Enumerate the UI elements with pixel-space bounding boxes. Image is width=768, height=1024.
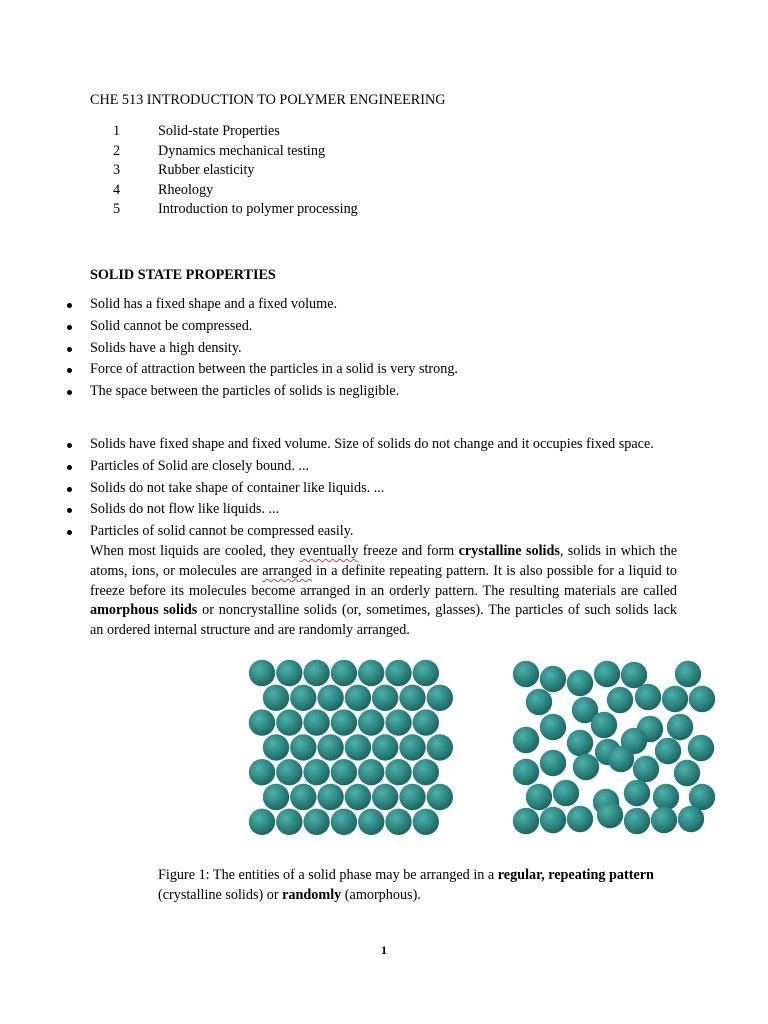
- amorphous-particle: [573, 754, 599, 780]
- crystal-particle: [358, 759, 384, 785]
- crystal-particle: [358, 709, 384, 735]
- crystal-particle: [317, 784, 343, 810]
- bold-term: amorphous solids: [90, 602, 198, 619]
- crystal-particle: [303, 759, 329, 785]
- crystal-particle: [263, 784, 289, 810]
- outline-text: Introduction to polymer processing: [158, 201, 358, 217]
- caption-bold: randomly: [282, 886, 342, 903]
- amorphous-particle: [513, 808, 539, 834]
- amorphous-particle: [513, 661, 539, 687]
- bullet-text: Force of attraction between the particles in a solid is very strong.: [90, 361, 458, 378]
- outline-text: Dynamics mechanical testing: [158, 142, 326, 159]
- paragraph-text: freeze and form: [358, 543, 459, 559]
- bullet-icon: [67, 368, 72, 373]
- amorphous-particle: [540, 750, 566, 776]
- amorphous-particle: [608, 746, 634, 772]
- spellcheck-word: arranged: [262, 562, 312, 579]
- bullet-text: Particles of Solid are closely bound. ...: [90, 457, 310, 474]
- amorphous-particle: [526, 689, 552, 715]
- bullet-text: Solids do not take shape of container like liquids. ...: [90, 479, 385, 496]
- crystal-particle: [427, 685, 453, 711]
- crystal-particle: [303, 809, 329, 835]
- crystal-particle: [249, 709, 275, 735]
- outline-number: 4: [113, 181, 121, 198]
- crystal-particle: [303, 660, 329, 686]
- bullet-list-properties: [0, 294, 458, 403]
- amorphous-particle: [526, 784, 552, 810]
- amorphous-particle: [633, 756, 659, 782]
- crystal-particle: [331, 660, 357, 686]
- outline-text: Rubber elasticity: [158, 162, 255, 178]
- crystal-particle: [399, 685, 425, 711]
- amorphous-particle: [540, 714, 566, 740]
- page-number: 1: [381, 943, 387, 957]
- crystal-particle: [385, 809, 411, 835]
- amorphous-particle: [540, 666, 566, 692]
- bullet-list-characteristics: [0, 434, 654, 543]
- bullet-text: Particles of solid cannot be compressed easily.: [90, 523, 354, 540]
- crystal-particle: [290, 784, 316, 810]
- amorphous-particle: [513, 727, 539, 753]
- bullet-item: [0, 381, 458, 403]
- amorphous-particle: [675, 661, 701, 687]
- outline-item: [90, 161, 358, 181]
- crystal-particle: [290, 685, 316, 711]
- crystal-particle: [399, 784, 425, 810]
- section-heading: SOLID STATE PROPERTIES: [90, 267, 276, 283]
- amorphous-particle: [567, 670, 593, 696]
- crystal-particle: [385, 759, 411, 785]
- amorphous-particle: [567, 730, 593, 756]
- bullet-text: Solid has a fixed shape and a fixed volume.: [90, 296, 338, 312]
- crystal-particle: [345, 784, 371, 810]
- crystal-particle: [413, 809, 439, 835]
- outline-number: 5: [113, 201, 121, 217]
- outline-item: [90, 181, 358, 201]
- amorphous-particle: [553, 780, 579, 806]
- bullet-icon: [67, 303, 72, 308]
- caption-bold: regular, repeating pattern: [497, 867, 654, 883]
- crystal-particle: [331, 709, 357, 735]
- bullet-item: [0, 316, 458, 338]
- bullet-item: [0, 294, 458, 316]
- crystal-particle: [263, 734, 289, 760]
- crystal-particle: [385, 709, 411, 735]
- caption-text: Figure 1: The entities of a solid phase may be arranged in a: [158, 867, 498, 883]
- crystal-particle: [276, 759, 302, 785]
- paragraph-text: or noncrystalline solids (or, sometimes, glasses). The particles of such solids lack an ordered internal structure and are randomly arranged.: [90, 602, 677, 639]
- spellcheck-word: eventually: [299, 543, 359, 559]
- bullet-item: [0, 499, 654, 521]
- document-title: CHE 513 INTRODUCTION TO POLYMER ENGINEERING: [90, 92, 446, 108]
- figure-caption: [158, 866, 698, 905]
- crystal-particle: [249, 759, 275, 785]
- crystal-particle: [317, 734, 343, 760]
- amorphous-particle: [607, 687, 633, 713]
- amorphous-particle: [653, 784, 679, 810]
- amorphous-particles: [513, 661, 715, 834]
- caption-text: (amorphous).: [341, 886, 421, 903]
- bullet-icon: [67, 487, 72, 492]
- crystal-particle: [303, 709, 329, 735]
- crystal-particle: [345, 734, 371, 760]
- bullet-text: Solids have fixed shape and fixed volume. Size of solids do not change and it occupies fixed space.: [90, 436, 654, 452]
- crystal-particle: [413, 759, 439, 785]
- crystal-particle: [276, 809, 302, 835]
- crystal-particle: [317, 685, 343, 711]
- amorphous-particle: [678, 806, 704, 832]
- outline-number: 2: [113, 142, 121, 159]
- bullet-icon: [67, 530, 72, 535]
- bullet-item: [0, 478, 654, 500]
- course-outline: [90, 122, 358, 220]
- crystal-particle: [358, 660, 384, 686]
- bullet-text: The space between the particles of solids is negligible.: [90, 383, 400, 400]
- outline-item: [90, 200, 358, 220]
- bullet-icon: [67, 443, 72, 448]
- crystal-particle: [413, 660, 439, 686]
- paragraph-text: in a definite repeating pattern. It is also possible for a liquid to freeze before its molecules become arranged in an orderly pattern. The resulting materials are called: [90, 562, 677, 599]
- crystal-particle: [427, 784, 453, 810]
- bullet-icon: [67, 325, 72, 330]
- particle-arrangement-figure: [246, 657, 722, 837]
- amorphous-particle: [662, 686, 688, 712]
- amorphous-particle: [667, 714, 693, 740]
- bullet-icon: [67, 347, 72, 352]
- amorphous-particle: [597, 802, 623, 828]
- caption-text: (crystalline solids) or: [158, 886, 283, 903]
- amorphous-particle: [688, 735, 714, 761]
- amorphous-particle: [689, 686, 715, 712]
- bullet-item: [0, 359, 458, 381]
- crystal-particle: [372, 734, 398, 760]
- amorphous-particle: [655, 738, 681, 764]
- bullet-icon: [67, 465, 72, 470]
- crystal-particle: [358, 809, 384, 835]
- crystal-particle: [331, 759, 357, 785]
- amorphous-particle: [624, 808, 650, 834]
- bullet-text: Solids do not flow like liquids. ...: [90, 501, 280, 518]
- amorphous-particle: [674, 760, 700, 786]
- bullet-icon: [67, 390, 72, 395]
- crystal-particle: [331, 809, 357, 835]
- bullet-text: Solids have a high density.: [90, 339, 242, 356]
- bullet-text: Solid cannot be compressed.: [90, 317, 253, 334]
- amorphous-particle: [540, 807, 566, 833]
- crystal-particle: [427, 734, 453, 760]
- crystal-particle: [249, 809, 275, 835]
- amorphous-particle: [591, 712, 617, 738]
- crystal-particle: [345, 685, 371, 711]
- paragraph-text: When most liquids are cooled, they: [90, 543, 300, 559]
- bullet-item: [0, 521, 654, 543]
- amorphous-particle: [624, 780, 650, 806]
- bullet-item: [0, 456, 654, 478]
- amorphous-particle: [635, 684, 661, 710]
- amorphous-particle: [651, 807, 677, 833]
- outline-item: [90, 122, 358, 142]
- outline-text: Solid-state Properties: [158, 123, 280, 139]
- crystal-particle: [249, 660, 275, 686]
- amorphous-particle: [567, 806, 593, 832]
- crystal-particle: [290, 734, 316, 760]
- bold-term: crystalline solids: [458, 543, 560, 559]
- outline-item: [90, 142, 358, 162]
- crystal-particle: [372, 784, 398, 810]
- bullet-icon: [67, 508, 72, 513]
- crystalline-particles: [249, 660, 453, 835]
- bullet-item: [0, 434, 654, 456]
- crystal-particle: [263, 685, 289, 711]
- crystal-particle: [413, 709, 439, 735]
- outline-number: 1: [113, 123, 121, 139]
- crystal-particle: [372, 685, 398, 711]
- body-paragraph: [90, 542, 677, 641]
- crystal-particle: [385, 660, 411, 686]
- paragraph-text: , solids in which the atoms, ions, or molecules are: [90, 543, 677, 579]
- crystal-particle: [276, 709, 302, 735]
- amorphous-particle: [513, 759, 539, 785]
- amorphous-particle: [594, 661, 620, 687]
- crystal-particle: [399, 734, 425, 760]
- outline-text: Rheology: [158, 181, 214, 198]
- crystal-particle: [276, 660, 302, 686]
- bullet-item: [0, 338, 458, 360]
- outline-number: 3: [113, 162, 121, 178]
- amorphous-particle: [621, 662, 647, 688]
